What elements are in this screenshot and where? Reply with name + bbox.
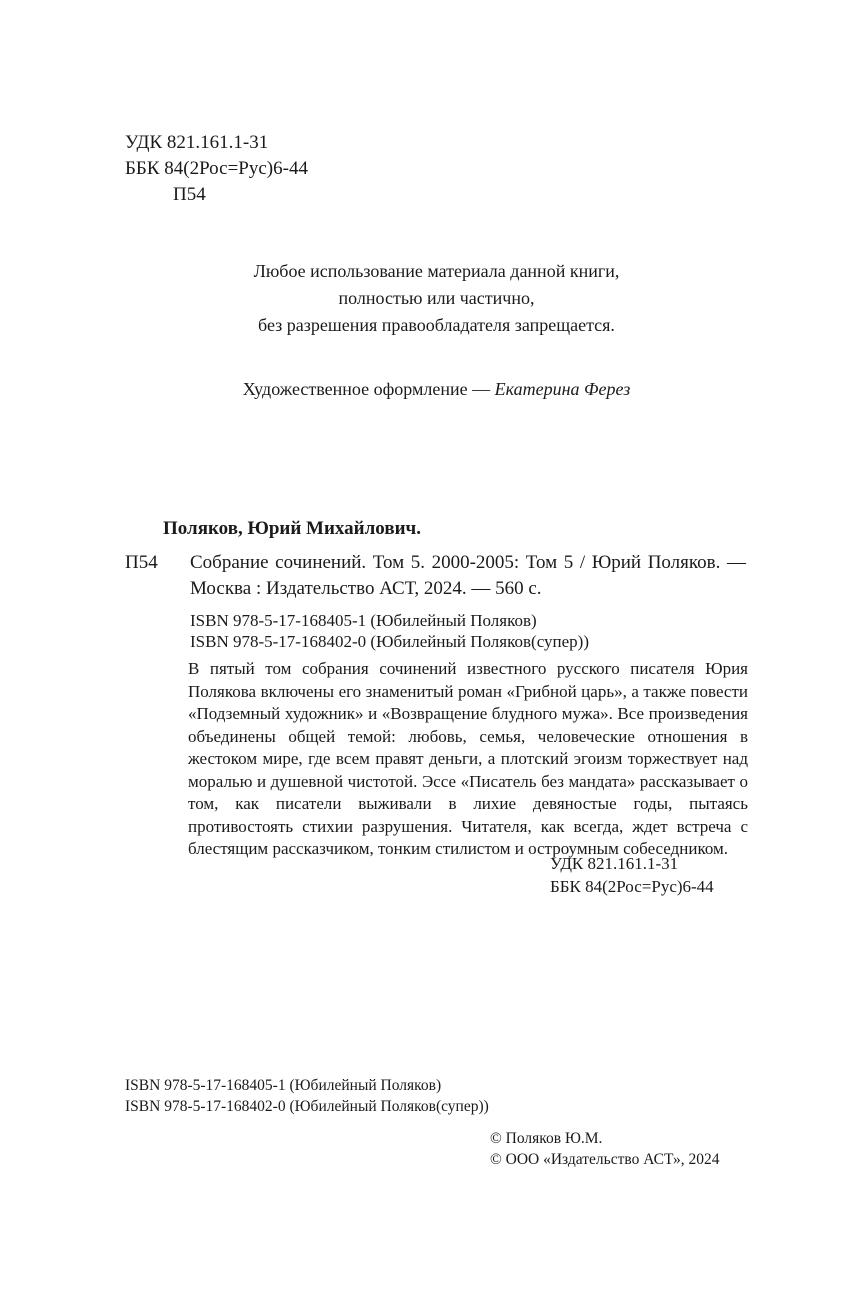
design-label: Художественное оформление — — [242, 379, 495, 399]
card-udk: УДК 821.161.1-31 — [550, 854, 679, 873]
author-mark: П54 — [173, 184, 206, 205]
isbn-line: ISBN 978-5-17-168402-0 (Юбилейный Поляков(супер)) — [190, 632, 589, 651]
copyright-line: © Поляков Ю.М. — [490, 1130, 603, 1147]
card-bbk: ББК 84(2Рос=Рус)6-44 — [550, 877, 714, 896]
card-annotation: В пятый том собрания сочинений известного русского писателя Юрия Полякова включены его знаменитый роман «Грибной царь», а также повести «Подземный художник» и «Возвращение блудного мужа». Все произведения объединены общей темой: любовь, семья, человеческие отношения в жестоком мире, где всем правят деньги, а плотский эгоизм торжествует над моралью и душевной чистотой. Эссе «Писатель без мандата» рассказывает о том, как писатели выживали в лихие девяностые годы, пытаясь противостоять стихии разрушения. Читателя, как всегда, ждет встреча с блестящим рассказчиком, тонким стилистом и остроумным собеседником. — [188, 659, 748, 858]
notice-line: Любое использование материала данной книги, — [253, 261, 620, 281]
notice-line: без разрешения правообладателя запрещается. — [258, 315, 615, 335]
design-artist: Екатерина Ферез — [494, 379, 631, 399]
card-isbn-list — [190, 610, 589, 652]
udk-block — [125, 130, 308, 208]
footer-isbn-list — [125, 1075, 489, 1117]
card-citation: Собрание сочинений. Том 5. 2000-2005: Том 5 / Юрий Поляков. — Москва : Издательство АСТ, 2024. — 560 с. — [190, 552, 746, 599]
card-code: П54 — [125, 552, 158, 573]
copyright-notice — [0, 258, 845, 339]
card-author: Поляков, Юрий Михайлович. — [163, 518, 421, 539]
notice-line: полностью или частично, — [338, 288, 535, 308]
copyright-block — [490, 1128, 720, 1170]
isbn-line: ISBN 978-5-17-168405-1 (Юбилейный Поляков) — [190, 611, 537, 630]
isbn-line: ISBN 978-5-17-168402-0 (Юбилейный Поляков(супер)) — [125, 1098, 489, 1115]
isbn-line: ISBN 978-5-17-168405-1 (Юбилейный Поляков) — [125, 1077, 442, 1094]
copyright-line: © ООО «Издательство АСТ», 2024 — [490, 1151, 720, 1168]
card-classification — [550, 852, 714, 898]
udk-code: УДК 821.161.1-31 — [125, 132, 269, 153]
design-credit — [0, 376, 845, 403]
bbk-code: ББК 84(2Рос=Рус)6-44 — [125, 158, 308, 179]
